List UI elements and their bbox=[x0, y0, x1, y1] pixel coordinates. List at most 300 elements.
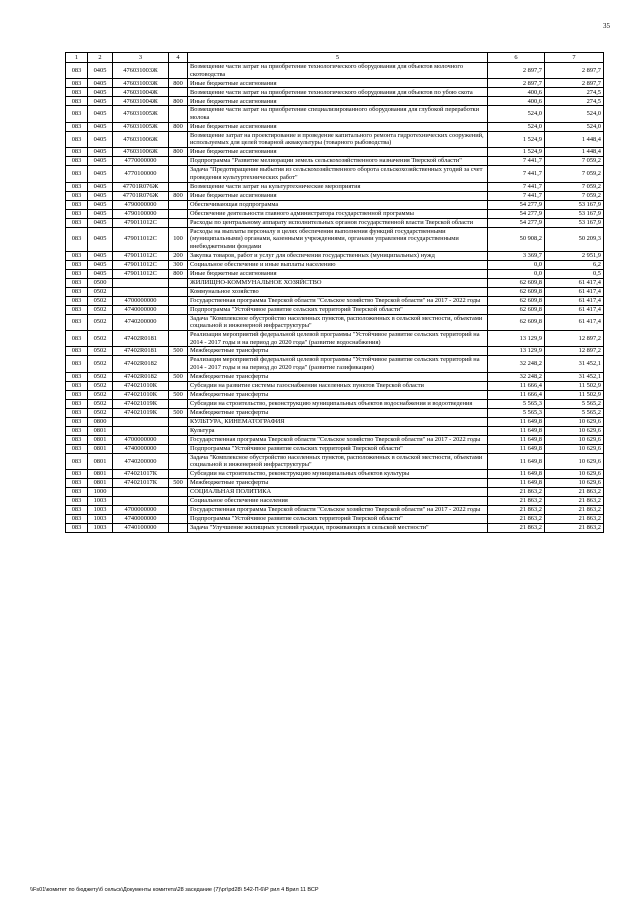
header-cell: 3 bbox=[113, 53, 169, 63]
target-article-cell: 4700000000 bbox=[113, 296, 169, 305]
target-article-cell: 479011012С bbox=[113, 251, 169, 260]
plan-amount-cell: 62 609,8 bbox=[488, 314, 545, 330]
actual-amount-cell: 11 502,9 bbox=[545, 390, 604, 399]
ministry-code-cell: 083 bbox=[66, 166, 88, 182]
ministry-code-cell: 083 bbox=[66, 408, 88, 417]
description-cell: Расходы по центральному аппарату исполнительных органов государственной власти Тверской области bbox=[188, 218, 488, 227]
table-row bbox=[66, 515, 604, 524]
table-row bbox=[66, 200, 604, 209]
actual-amount-cell: 11 502,9 bbox=[545, 381, 604, 390]
expense-type-cell bbox=[169, 200, 188, 209]
description-cell: КУЛЬТУРА, КИНЕМАТОГРАФИЯ bbox=[188, 417, 488, 426]
header-cell: 5 bbox=[188, 53, 488, 63]
plan-amount-cell: 524,0 bbox=[488, 122, 545, 131]
actual-amount-cell: 7 059,2 bbox=[545, 191, 604, 200]
expense-type-cell bbox=[169, 524, 188, 533]
description-cell: Социальное обеспечение и иные выплаты населению bbox=[188, 260, 488, 269]
description-cell: Коммунальное хозяйство bbox=[188, 287, 488, 296]
expense-type-cell: 500 bbox=[169, 347, 188, 356]
plan-amount-cell: 13 129,9 bbox=[488, 347, 545, 356]
plan-amount-cell: 5 565,3 bbox=[488, 399, 545, 408]
target-article-cell: 479011012С bbox=[113, 269, 169, 278]
ministry-code-cell: 083 bbox=[66, 356, 88, 372]
actual-amount-cell: 12 897,2 bbox=[545, 347, 604, 356]
target-article-cell bbox=[113, 426, 169, 435]
ministry-code-cell: 083 bbox=[66, 399, 88, 408]
section-code-cell: 0405 bbox=[88, 122, 113, 131]
section-code-cell: 0405 bbox=[88, 251, 113, 260]
description-cell: Субсидии на строительство, реконструкцию муниципальных объектов водоснабжения и водоотведения bbox=[188, 399, 488, 408]
table-row bbox=[66, 157, 604, 166]
description-cell: Иные бюджетные ассигнования bbox=[188, 97, 488, 106]
plan-amount-cell: 1 524,9 bbox=[488, 131, 545, 147]
ministry-code-cell: 083 bbox=[66, 506, 88, 515]
table-row bbox=[66, 305, 604, 314]
actual-amount-cell: 50 209,3 bbox=[545, 227, 604, 251]
table-row bbox=[66, 97, 604, 106]
expense-type-cell bbox=[169, 506, 188, 515]
expense-type-cell bbox=[169, 209, 188, 218]
table-row bbox=[66, 426, 604, 435]
description-cell: СОЦИАЛЬНАЯ ПОЛИТИКА bbox=[188, 488, 488, 497]
section-code-cell: 0405 bbox=[88, 157, 113, 166]
table-row bbox=[66, 444, 604, 453]
plan-amount-cell: 1 524,9 bbox=[488, 148, 545, 157]
actual-amount-cell: 53 167,9 bbox=[545, 218, 604, 227]
plan-amount-cell: 21 863,2 bbox=[488, 497, 545, 506]
ministry-code-cell: 083 bbox=[66, 524, 88, 533]
expense-type-cell: 500 bbox=[169, 408, 188, 417]
table-row bbox=[66, 209, 604, 218]
expense-type-cell bbox=[169, 182, 188, 191]
table-row bbox=[66, 63, 604, 79]
section-code-cell: 0502 bbox=[88, 330, 113, 346]
plan-amount-cell: 5 565,3 bbox=[488, 408, 545, 417]
target-article-cell: 476031004Ж bbox=[113, 97, 169, 106]
actual-amount-cell: 7 059,2 bbox=[545, 157, 604, 166]
plan-amount-cell: 11 649,8 bbox=[488, 417, 545, 426]
actual-amount-cell: 1 448,4 bbox=[545, 131, 604, 147]
section-code-cell: 0405 bbox=[88, 88, 113, 97]
actual-amount-cell: 61 417,4 bbox=[545, 287, 604, 296]
table-row bbox=[66, 251, 604, 260]
plan-amount-cell: 400,6 bbox=[488, 88, 545, 97]
plan-amount-cell: 11 649,8 bbox=[488, 453, 545, 469]
expense-type-cell bbox=[169, 453, 188, 469]
plan-amount-cell: 11 649,8 bbox=[488, 426, 545, 435]
actual-amount-cell: 61 417,4 bbox=[545, 296, 604, 305]
section-code-cell: 0405 bbox=[88, 191, 113, 200]
section-code-cell: 0801 bbox=[88, 470, 113, 479]
target-article-cell: 476031005Ж bbox=[113, 106, 169, 122]
target-article-cell: 4740000000 bbox=[113, 515, 169, 524]
ministry-code-cell: 083 bbox=[66, 182, 88, 191]
target-article-cell: 4770000000 bbox=[113, 157, 169, 166]
plan-amount-cell: 54 277,9 bbox=[488, 200, 545, 209]
description-cell: Иные бюджетные ассигнования bbox=[188, 79, 488, 88]
table-row bbox=[66, 390, 604, 399]
section-code-cell: 0502 bbox=[88, 381, 113, 390]
actual-amount-cell: 10 629,6 bbox=[545, 479, 604, 488]
table-row bbox=[66, 227, 604, 251]
section-code-cell: 1003 bbox=[88, 506, 113, 515]
table-row bbox=[66, 435, 604, 444]
target-article-cell: 474021019К bbox=[113, 408, 169, 417]
target-article-cell: 4700000000 bbox=[113, 506, 169, 515]
expense-type-cell bbox=[169, 63, 188, 79]
plan-amount-cell: 11 666,4 bbox=[488, 390, 545, 399]
section-code-cell: 0801 bbox=[88, 479, 113, 488]
target-article-cell: 47701R076Ж bbox=[113, 191, 169, 200]
ministry-code-cell: 083 bbox=[66, 372, 88, 381]
description-cell: Субсидии на строительство, реконструкцию муниципальных объектов культуры bbox=[188, 470, 488, 479]
target-article-cell: 47701R076Ж bbox=[113, 182, 169, 191]
ministry-code-cell: 083 bbox=[66, 97, 88, 106]
description-cell: Подпрограмма "Устойчивое развитие сельских территорий Тверской области" bbox=[188, 444, 488, 453]
actual-amount-cell: 61 417,4 bbox=[545, 314, 604, 330]
expense-type-cell: 100 bbox=[169, 227, 188, 251]
description-cell: Задача "Комплексное обустройство населенных пунктов, расположенных в сельской местности, объектами социальной и инженерной инфраструктуры" bbox=[188, 453, 488, 469]
description-cell: Подпрограмма "Устойчивое развитие сельских территорий Тверской области" bbox=[188, 305, 488, 314]
actual-amount-cell: 6,2 bbox=[545, 260, 604, 269]
table-row bbox=[66, 314, 604, 330]
target-article-cell: 4790000000 bbox=[113, 200, 169, 209]
plan-amount-cell: 54 277,9 bbox=[488, 218, 545, 227]
ministry-code-cell: 083 bbox=[66, 390, 88, 399]
budget-table bbox=[65, 52, 604, 533]
plan-amount-cell: 0,0 bbox=[488, 269, 545, 278]
actual-amount-cell: 524,0 bbox=[545, 122, 604, 131]
section-code-cell: 1003 bbox=[88, 524, 113, 533]
expense-type-cell bbox=[169, 444, 188, 453]
ministry-code-cell: 083 bbox=[66, 269, 88, 278]
target-article-cell bbox=[113, 417, 169, 426]
ministry-code-cell: 083 bbox=[66, 227, 88, 251]
header-cell: 6 bbox=[488, 53, 545, 63]
section-code-cell: 0502 bbox=[88, 347, 113, 356]
plan-amount-cell: 62 609,8 bbox=[488, 287, 545, 296]
file-path-footer: \\Fs01\комитет по бюджету\б сельск\Документы комитета\28 заседание (7)\рг\pd28\ 542-П-6\Р рил 4 Врил 11 ВСР bbox=[30, 887, 319, 893]
section-code-cell: 0502 bbox=[88, 314, 113, 330]
target-article-cell: 476031006Ж bbox=[113, 131, 169, 147]
table-row bbox=[66, 287, 604, 296]
description-cell: Закупка товаров, работ и услуг для обеспечения государственных (муниципальных) нужд bbox=[188, 251, 488, 260]
ministry-code-cell: 083 bbox=[66, 63, 88, 79]
ministry-code-cell: 083 bbox=[66, 453, 88, 469]
plan-amount-cell: 32 248,2 bbox=[488, 356, 545, 372]
target-article-cell: 4740000000 bbox=[113, 444, 169, 453]
table-row bbox=[66, 524, 604, 533]
target-article-cell: 4740000000 bbox=[113, 305, 169, 314]
table-row bbox=[66, 497, 604, 506]
ministry-code-cell: 083 bbox=[66, 122, 88, 131]
plan-amount-cell: 7 441,7 bbox=[488, 157, 545, 166]
expense-type-cell: 800 bbox=[169, 79, 188, 88]
plan-amount-cell: 50 908,2 bbox=[488, 227, 545, 251]
description-cell: Возмещение части затрат на приобретение технологического оборудования для объектов молочного скотоводства bbox=[188, 63, 488, 79]
table-row bbox=[66, 218, 604, 227]
plan-amount-cell: 0,0 bbox=[488, 260, 545, 269]
actual-amount-cell: 21 863,2 bbox=[545, 488, 604, 497]
ministry-code-cell: 083 bbox=[66, 88, 88, 97]
actual-amount-cell: 31 452,1 bbox=[545, 356, 604, 372]
table-row bbox=[66, 166, 604, 182]
plan-amount-cell: 11 649,8 bbox=[488, 479, 545, 488]
plan-amount-cell: 7 441,7 bbox=[488, 182, 545, 191]
target-article-cell: 476031003Ж bbox=[113, 79, 169, 88]
table-row bbox=[66, 399, 604, 408]
table-row bbox=[66, 191, 604, 200]
ministry-code-cell: 083 bbox=[66, 426, 88, 435]
section-code-cell: 0405 bbox=[88, 79, 113, 88]
description-cell: Иные бюджетные ассигнования bbox=[188, 122, 488, 131]
section-code-cell: 0502 bbox=[88, 390, 113, 399]
actual-amount-cell: 1 448,4 bbox=[545, 148, 604, 157]
table-row bbox=[66, 347, 604, 356]
section-code-cell: 0502 bbox=[88, 372, 113, 381]
plan-amount-cell: 3 369,7 bbox=[488, 251, 545, 260]
description-cell: Реализация мероприятий федеральной целевой программы "Устойчивое развитие сельских территорий на 2014 - 2017 годы и на период до 2020 года" (развитие газификации) bbox=[188, 356, 488, 372]
target-article-cell: 474021017К bbox=[113, 479, 169, 488]
actual-amount-cell: 0,5 bbox=[545, 269, 604, 278]
actual-amount-cell: 7 059,2 bbox=[545, 182, 604, 191]
expense-type-cell bbox=[169, 131, 188, 147]
target-article-cell: 474021010К bbox=[113, 390, 169, 399]
actual-amount-cell: 524,0 bbox=[545, 106, 604, 122]
expense-type-cell bbox=[169, 330, 188, 346]
expense-type-cell: 800 bbox=[169, 97, 188, 106]
actual-amount-cell: 10 629,6 bbox=[545, 470, 604, 479]
target-article-cell: 479011012С bbox=[113, 260, 169, 269]
description-cell: Межбюджетные трансферты bbox=[188, 372, 488, 381]
target-article-cell: 474021017К bbox=[113, 470, 169, 479]
table-row bbox=[66, 408, 604, 417]
plan-amount-cell: 21 863,2 bbox=[488, 515, 545, 524]
table-row bbox=[66, 106, 604, 122]
description-cell: Возмещение затрат на проектирование и проведение капитального ремонта гидротехнических сооружений, используемых для целей товарной аквакультуры (товарного рыбоводства) bbox=[188, 131, 488, 147]
plan-amount-cell: 62 609,8 bbox=[488, 305, 545, 314]
expense-type-cell bbox=[169, 157, 188, 166]
ministry-code-cell: 083 bbox=[66, 497, 88, 506]
plan-amount-cell: 54 277,9 bbox=[488, 209, 545, 218]
description-cell: Межбюджетные трансферты bbox=[188, 347, 488, 356]
ministry-code-cell: 083 bbox=[66, 218, 88, 227]
section-code-cell: 0405 bbox=[88, 106, 113, 122]
target-article-cell: 476031004Ж bbox=[113, 88, 169, 97]
target-article-cell: 479011012С bbox=[113, 227, 169, 251]
target-article-cell: 4700000000 bbox=[113, 435, 169, 444]
description-cell: Задача "Комплексное обустройство населенных пунктов, расположенных в сельской местности, объектами социальной и инженерной инфраструктуры" bbox=[188, 314, 488, 330]
description-cell: Подпрограмма "Развитие мелиорации земель сельскохозяйственного назначения Тверской области" bbox=[188, 157, 488, 166]
expense-type-cell bbox=[169, 305, 188, 314]
target-article-cell: 4740100000 bbox=[113, 524, 169, 533]
ministry-code-cell: 083 bbox=[66, 305, 88, 314]
ministry-code-cell: 083 bbox=[66, 157, 88, 166]
target-article-cell: 4770100000 bbox=[113, 166, 169, 182]
table-row bbox=[66, 470, 604, 479]
section-code-cell: 1000 bbox=[88, 488, 113, 497]
plan-amount-cell: 32 248,2 bbox=[488, 372, 545, 381]
actual-amount-cell: 5 565,2 bbox=[545, 399, 604, 408]
ministry-code-cell: 083 bbox=[66, 260, 88, 269]
expense-type-cell: 800 bbox=[169, 122, 188, 131]
description-cell: Государственная программа Тверской области "Сельское хозяйство Тверской области" на 2017 - 2022 годы bbox=[188, 296, 488, 305]
ministry-code-cell: 083 bbox=[66, 148, 88, 157]
description-cell: Обеспечивающая подпрограмма bbox=[188, 200, 488, 209]
target-article-cell bbox=[113, 278, 169, 287]
actual-amount-cell: 10 629,6 bbox=[545, 435, 604, 444]
actual-amount-cell: 53 167,9 bbox=[545, 200, 604, 209]
plan-amount-cell: 21 863,2 bbox=[488, 524, 545, 533]
table-row bbox=[66, 488, 604, 497]
actual-amount-cell: 21 863,2 bbox=[545, 506, 604, 515]
actual-amount-cell: 10 629,6 bbox=[545, 417, 604, 426]
plan-amount-cell: 62 609,8 bbox=[488, 296, 545, 305]
target-article-cell: 47402R0182 bbox=[113, 356, 169, 372]
ministry-code-cell: 083 bbox=[66, 381, 88, 390]
expense-type-cell: 500 bbox=[169, 479, 188, 488]
section-code-cell: 0405 bbox=[88, 63, 113, 79]
actual-amount-cell: 274,5 bbox=[545, 97, 604, 106]
target-article-cell: 4740200000 bbox=[113, 314, 169, 330]
actual-amount-cell: 31 452,1 bbox=[545, 372, 604, 381]
expense-type-cell bbox=[169, 381, 188, 390]
actual-amount-cell: 274,5 bbox=[545, 88, 604, 97]
ministry-code-cell: 083 bbox=[66, 515, 88, 524]
section-code-cell: 0502 bbox=[88, 399, 113, 408]
expense-type-cell bbox=[169, 435, 188, 444]
plan-amount-cell: 11 649,8 bbox=[488, 444, 545, 453]
plan-amount-cell: 2 897,7 bbox=[488, 79, 545, 88]
plan-amount-cell: 11 666,4 bbox=[488, 381, 545, 390]
actual-amount-cell: 2 897,7 bbox=[545, 79, 604, 88]
section-code-cell: 0502 bbox=[88, 408, 113, 417]
target-article-cell: 474021010К bbox=[113, 381, 169, 390]
description-cell: Возмещение части затрат на приобретение специализированного оборудования для глубокой переработки молока bbox=[188, 106, 488, 122]
expense-type-cell bbox=[169, 287, 188, 296]
table-row bbox=[66, 278, 604, 287]
description-cell: Межбюджетные трансферты bbox=[188, 390, 488, 399]
ministry-code-cell: 083 bbox=[66, 209, 88, 218]
section-code-cell: 1003 bbox=[88, 515, 113, 524]
header-cell: 7 bbox=[545, 53, 604, 63]
plan-amount-cell: 21 863,2 bbox=[488, 506, 545, 515]
ministry-code-cell: 083 bbox=[66, 296, 88, 305]
section-code-cell: 0502 bbox=[88, 305, 113, 314]
plan-amount-cell: 62 609,8 bbox=[488, 278, 545, 287]
expense-type-cell bbox=[169, 488, 188, 497]
plan-amount-cell: 2 897,7 bbox=[488, 63, 545, 79]
description-cell: Возмещение части затрат на культуртехнические мероприятия bbox=[188, 182, 488, 191]
section-code-cell: 0405 bbox=[88, 166, 113, 182]
expense-type-cell: 200 bbox=[169, 251, 188, 260]
section-code-cell: 0405 bbox=[88, 182, 113, 191]
actual-amount-cell: 2 951,9 bbox=[545, 251, 604, 260]
ministry-code-cell: 083 bbox=[66, 200, 88, 209]
target-article-cell: 476031005Ж bbox=[113, 122, 169, 131]
header-cell: 2 bbox=[88, 53, 113, 63]
description-cell: Социальное обеспечение населения bbox=[188, 497, 488, 506]
table-row bbox=[66, 296, 604, 305]
table-row bbox=[66, 269, 604, 278]
target-article-cell: 47402R0181 bbox=[113, 347, 169, 356]
expense-type-cell bbox=[169, 106, 188, 122]
target-article-cell: 47402R0181 bbox=[113, 330, 169, 346]
expense-type-cell bbox=[169, 278, 188, 287]
table-row bbox=[66, 88, 604, 97]
expense-type-cell bbox=[169, 296, 188, 305]
section-code-cell: 0405 bbox=[88, 209, 113, 218]
actual-amount-cell: 21 863,2 bbox=[545, 515, 604, 524]
ministry-code-cell: 083 bbox=[66, 330, 88, 346]
plan-amount-cell: 11 649,8 bbox=[488, 470, 545, 479]
ministry-code-cell: 083 bbox=[66, 278, 88, 287]
section-code-cell: 0405 bbox=[88, 97, 113, 106]
actual-amount-cell: 5 565,2 bbox=[545, 408, 604, 417]
target-article-cell bbox=[113, 488, 169, 497]
expense-type-cell bbox=[169, 356, 188, 372]
section-code-cell: 0405 bbox=[88, 269, 113, 278]
description-cell: Межбюджетные трансферты bbox=[188, 408, 488, 417]
section-code-cell: 0502 bbox=[88, 287, 113, 296]
expense-type-cell: 300 bbox=[169, 260, 188, 269]
target-article-cell bbox=[113, 287, 169, 296]
actual-amount-cell: 10 629,6 bbox=[545, 426, 604, 435]
actual-amount-cell: 53 167,9 bbox=[545, 209, 604, 218]
ministry-code-cell: 083 bbox=[66, 479, 88, 488]
page-number: 35 bbox=[603, 22, 610, 30]
plan-amount-cell: 11 649,8 bbox=[488, 435, 545, 444]
ministry-code-cell: 083 bbox=[66, 347, 88, 356]
expense-type-cell bbox=[169, 314, 188, 330]
expense-type-cell bbox=[169, 426, 188, 435]
actual-amount-cell: 10 629,6 bbox=[545, 444, 604, 453]
plan-amount-cell: 400,6 bbox=[488, 97, 545, 106]
description-cell: Обеспечение деятельности главного администратора государственной программы bbox=[188, 209, 488, 218]
expense-type-cell bbox=[169, 166, 188, 182]
actual-amount-cell: 12 897,2 bbox=[545, 330, 604, 346]
ministry-code-cell: 083 bbox=[66, 488, 88, 497]
table-row bbox=[66, 122, 604, 131]
section-code-cell: 0800 bbox=[88, 417, 113, 426]
description-cell: Подпрограмма "Устойчивое развитие сельских территорий Тверской области" bbox=[188, 515, 488, 524]
section-code-cell: 0405 bbox=[88, 260, 113, 269]
expense-type-cell bbox=[169, 399, 188, 408]
expense-type-cell: 800 bbox=[169, 269, 188, 278]
section-code-cell: 0502 bbox=[88, 296, 113, 305]
expense-type-cell bbox=[169, 218, 188, 227]
plan-amount-cell: 13 129,9 bbox=[488, 330, 545, 346]
actual-amount-cell: 61 417,4 bbox=[545, 278, 604, 287]
expense-type-cell: 800 bbox=[169, 191, 188, 200]
plan-amount-cell: 524,0 bbox=[488, 106, 545, 122]
header-cell: 4 bbox=[169, 53, 188, 63]
ministry-code-cell: 083 bbox=[66, 131, 88, 147]
expense-type-cell bbox=[169, 88, 188, 97]
ministry-code-cell: 083 bbox=[66, 435, 88, 444]
table-row bbox=[66, 79, 604, 88]
expense-type-cell bbox=[169, 470, 188, 479]
actual-amount-cell: 21 863,2 bbox=[545, 524, 604, 533]
description-cell: Государственная программа Тверской области "Сельское хозяйство Тверской области" на 2017 - 2022 годы bbox=[188, 435, 488, 444]
section-code-cell: 0405 bbox=[88, 131, 113, 147]
expense-type-cell: 800 bbox=[169, 148, 188, 157]
actual-amount-cell: 61 417,4 bbox=[545, 305, 604, 314]
expense-type-cell: 500 bbox=[169, 390, 188, 399]
table-row bbox=[66, 453, 604, 469]
actual-amount-cell: 2 897,7 bbox=[545, 63, 604, 79]
table-row bbox=[66, 506, 604, 515]
